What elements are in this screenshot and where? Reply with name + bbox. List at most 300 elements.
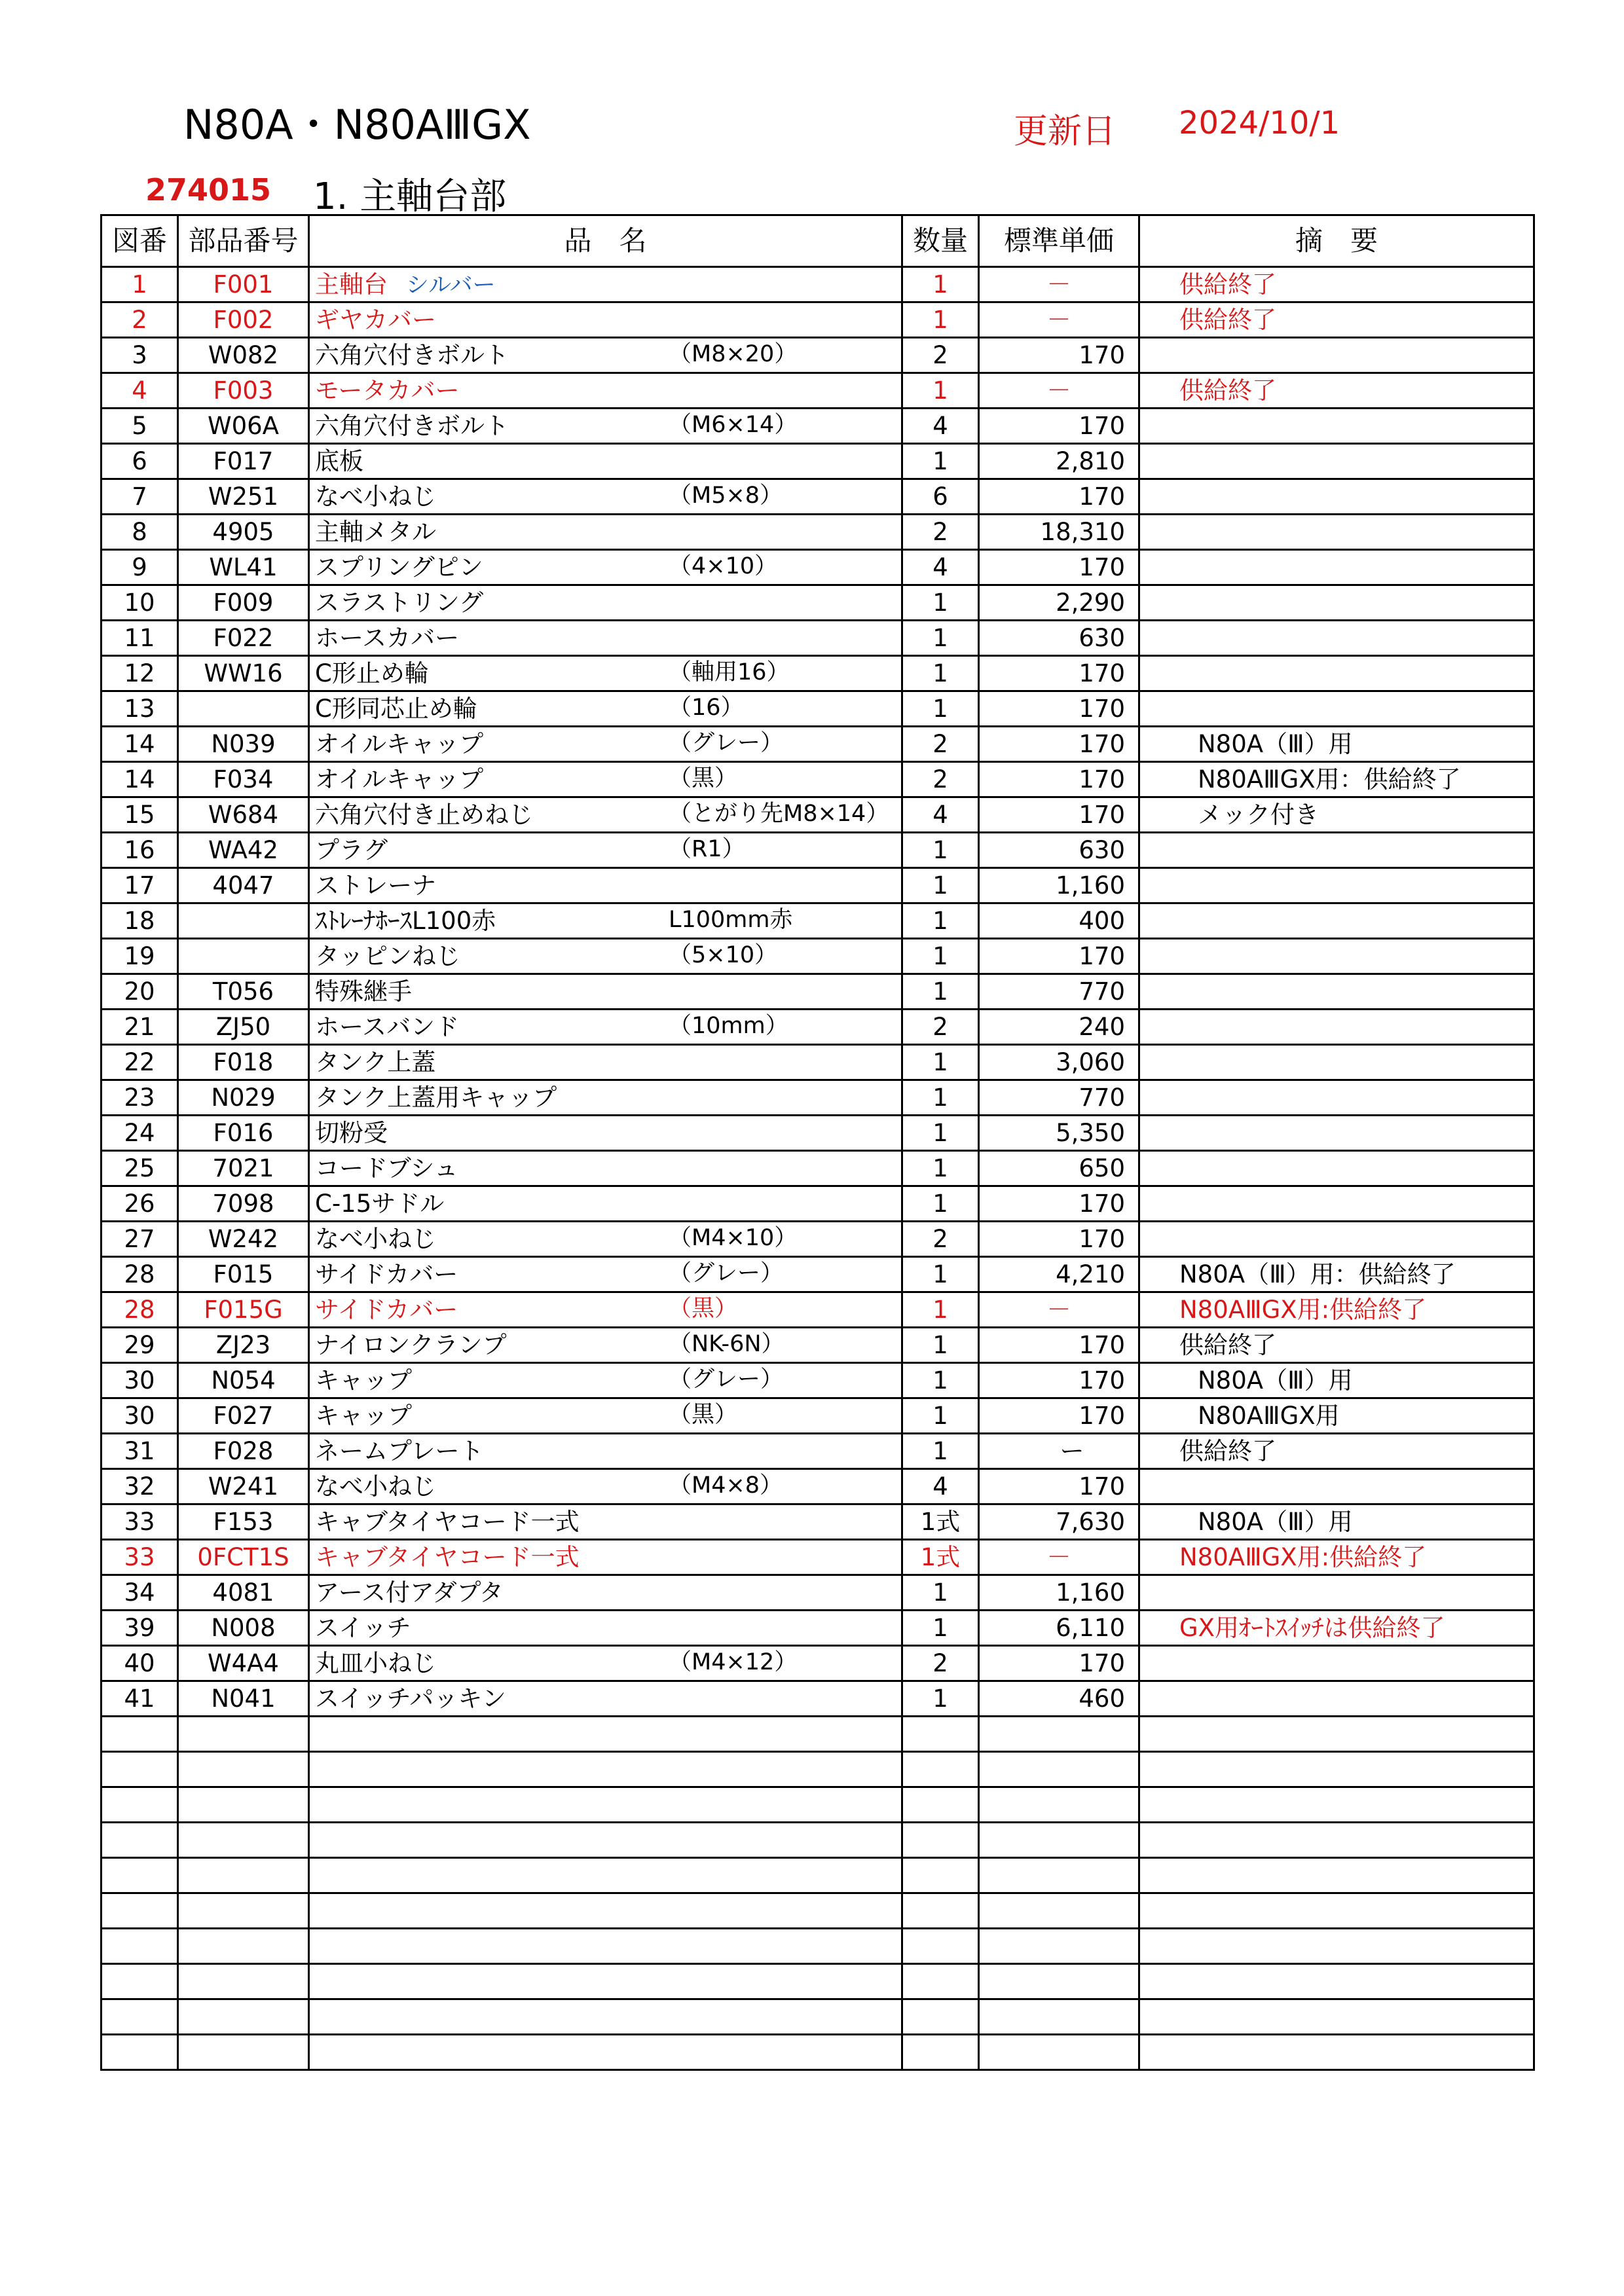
part-name-cell: [309, 585, 902, 621]
quantity-cell: 1: [902, 1257, 979, 1292]
part-name: C-15サドル: [315, 1190, 445, 1218]
part-name-cell: [309, 1398, 902, 1434]
part-no-cell: N008: [178, 1611, 309, 1646]
quantity-cell: 2: [902, 1010, 979, 1045]
price-cell: 6,110: [979, 1611, 1139, 1646]
note-cell: [1139, 1186, 1534, 1222]
table-header-row: [101, 215, 1534, 267]
figure-no-cell: 14: [101, 762, 178, 797]
quantity-cell: 1: [902, 1328, 979, 1363]
table-row: [101, 727, 1534, 762]
note-cell: [1139, 1575, 1534, 1611]
part-no-cell: F028: [178, 1434, 309, 1469]
quantity-cell: 1: [902, 1681, 979, 1717]
figure-no-cell: 20: [101, 974, 178, 1010]
figure-no-cell: 2: [101, 302, 178, 338]
quantity-cell: 1: [902, 1434, 979, 1469]
part-no-cell: N039: [178, 727, 309, 762]
note-text: N80AⅢGX用:供給終了: [1179, 1543, 1427, 1571]
empty-cell: [1139, 1893, 1534, 1929]
note-cell: [1139, 762, 1534, 797]
price-cell: 630: [979, 833, 1139, 868]
note-text: N80A（Ⅲ）用: [1198, 1366, 1353, 1394]
price-cell: －: [979, 267, 1139, 302]
quantity-cell: 4: [902, 1469, 979, 1504]
empty-table-row: [101, 1999, 1534, 2035]
empty-cell: [902, 2035, 979, 2070]
quantity-cell: 4: [902, 550, 979, 585]
note-cell: [1139, 373, 1534, 409]
figure-no-cell: 28: [101, 1292, 178, 1328]
empty-cell: [1139, 1964, 1534, 1999]
part-name-cell: [309, 939, 902, 974]
figure-no-cell: 33: [101, 1504, 178, 1540]
part-no-cell: W082: [178, 338, 309, 373]
part-name-cell: [309, 1611, 902, 1646]
part-name: オイルキャップ: [315, 765, 484, 793]
table-row: [101, 1540, 1534, 1575]
note-cell: [1139, 833, 1534, 868]
part-name-cell: [309, 550, 902, 585]
part-name: タンク上蓋用キャップ: [315, 1084, 557, 1112]
price-cell: 170: [979, 1469, 1139, 1504]
table-row: [101, 1363, 1534, 1398]
part-name: プラグ: [315, 836, 388, 864]
note-cell: [1139, 1328, 1534, 1363]
empty-cell: [309, 1823, 902, 1858]
table-row: [101, 1292, 1534, 1328]
part-no-cell: WL41: [178, 550, 309, 585]
price-cell: 460: [979, 1681, 1139, 1717]
part-no-cell: W241: [178, 1469, 309, 1504]
part-no-cell: F034: [178, 762, 309, 797]
note-text: 供給終了: [1179, 1331, 1276, 1359]
note-cell: [1139, 585, 1534, 621]
empty-cell: [309, 1858, 902, 1893]
empty-cell: [1139, 1823, 1534, 1858]
quantity-cell: 1: [902, 621, 979, 656]
part-no-cell: ZJ50: [178, 1010, 309, 1045]
part-name-cell: [309, 1469, 902, 1504]
part-no-cell: 7021: [178, 1151, 309, 1186]
part-spec: （黒）: [669, 765, 738, 792]
part-name: ネームプレート: [315, 1437, 484, 1465]
price-cell: 170: [979, 656, 1139, 691]
price-cell: 170: [979, 1646, 1139, 1681]
part-no-cell: F153: [178, 1504, 309, 1540]
part-name: キャップ: [315, 1366, 412, 1394]
empty-cell: [101, 1787, 178, 1823]
part-name-cell: [309, 1681, 902, 1717]
note-cell: [1139, 1434, 1534, 1469]
part-name: なべ小ねじ: [315, 1225, 436, 1253]
price-cell: 170: [979, 1328, 1139, 1363]
table-row: [101, 797, 1534, 833]
empty-cell: [979, 1893, 1139, 1929]
table-row: [101, 691, 1534, 727]
table-row: [101, 267, 1534, 302]
quantity-cell: 6: [902, 479, 979, 515]
part-name: キャブタイヤコード一式: [315, 1508, 580, 1536]
part-name: C形止め輪: [315, 659, 429, 687]
price-cell: 630: [979, 621, 1139, 656]
table-row: [101, 409, 1534, 444]
note-cell: [1139, 621, 1534, 656]
quantity-cell: 2: [902, 1646, 979, 1681]
empty-cell: [101, 1929, 178, 1964]
empty-cell: [902, 1929, 979, 1964]
empty-cell: [101, 1893, 178, 1929]
part-name-cell: [309, 1257, 902, 1292]
table-row: [101, 1045, 1534, 1080]
quantity-cell: 1: [902, 833, 979, 868]
part-name-cell: [309, 373, 902, 409]
note-cell: [1139, 939, 1534, 974]
price-cell: 770: [979, 974, 1139, 1010]
part-name: オイルキャップ: [315, 730, 484, 758]
part-no-cell: N029: [178, 1080, 309, 1116]
empty-cell: [178, 1964, 309, 1999]
figure-no-cell: 39: [101, 1611, 178, 1646]
note-cell: [1139, 267, 1534, 302]
part-spec: （M4×8）: [669, 1472, 783, 1499]
note-cell: [1139, 1116, 1534, 1151]
part-name-cell: [309, 974, 902, 1010]
empty-cell: [178, 1752, 309, 1787]
part-spec: （M5×8）: [669, 483, 783, 509]
figure-no-cell: 4: [101, 373, 178, 409]
figure-no-cell: 25: [101, 1151, 178, 1186]
note-cell: [1139, 1292, 1534, 1328]
part-name: なべ小ねじ: [315, 1472, 436, 1501]
empty-table-row: [101, 1787, 1534, 1823]
empty-cell: [309, 2035, 902, 2070]
part-name: ホースバンド: [315, 1013, 460, 1041]
empty-cell: [309, 1752, 902, 1787]
table-row: [101, 550, 1534, 585]
figure-no-cell: 18: [101, 903, 178, 939]
quantity-cell: 1: [902, 302, 979, 338]
note-cell: [1139, 1681, 1534, 1717]
price-cell: 170: [979, 691, 1139, 727]
part-name: キャブタイヤコード一式: [315, 1543, 580, 1571]
quantity-cell: 1: [902, 1080, 979, 1116]
price-cell: －: [979, 1540, 1139, 1575]
table-row: [101, 1080, 1534, 1116]
empty-cell: [979, 1717, 1139, 1752]
part-name-cell: [309, 762, 902, 797]
table-row: [101, 373, 1534, 409]
part-name: サイドカバー: [315, 1296, 458, 1324]
figure-no-cell: 5: [101, 409, 178, 444]
figure-no-cell: 10: [101, 585, 178, 621]
col-header-part-no: 部品番号: [178, 215, 309, 267]
empty-cell: [101, 1717, 178, 1752]
part-name: 底板: [315, 447, 363, 475]
price-cell: 240: [979, 1010, 1139, 1045]
part-name-cell: [309, 1504, 902, 1540]
price-cell: 170: [979, 1363, 1139, 1398]
note-cell: [1139, 903, 1534, 939]
part-no-cell: [178, 939, 309, 974]
figure-no-cell: 24: [101, 1116, 178, 1151]
part-spec: （グレー）: [669, 1366, 784, 1393]
part-name-cell: [309, 1010, 902, 1045]
quantity-cell: 2: [902, 727, 979, 762]
empty-cell: [101, 1823, 178, 1858]
part-no-cell: F018: [178, 1045, 309, 1080]
section-title: 1. 主軸台部: [313, 175, 507, 218]
note-cell: [1139, 1045, 1534, 1080]
part-name-cell: [309, 1328, 902, 1363]
figure-no-cell: 28: [101, 1257, 178, 1292]
empty-cell: [178, 1717, 309, 1752]
update-label: 更新日: [1014, 112, 1116, 151]
figure-no-cell: 30: [101, 1363, 178, 1398]
part-spec: （M4×12）: [669, 1649, 798, 1675]
note-text: N80AⅢGX用:供給終了: [1179, 1296, 1427, 1324]
table-row: [101, 585, 1534, 621]
part-name-cell: [309, 409, 902, 444]
price-cell: 170: [979, 1222, 1139, 1257]
empty-cell: [1139, 2035, 1534, 2070]
quantity-cell: 1: [902, 656, 979, 691]
quantity-cell: 1: [902, 373, 979, 409]
part-name: スイッチパッキン: [315, 1685, 506, 1713]
price-cell: 1,160: [979, 868, 1139, 903]
part-name-cell: [309, 1434, 902, 1469]
note-cell: [1139, 727, 1534, 762]
part-spec: （M6×14）: [669, 412, 798, 438]
price-cell: 7,630: [979, 1504, 1139, 1540]
part-no-cell: F015: [178, 1257, 309, 1292]
part-spec: L100mm赤: [669, 907, 793, 933]
note-cell: [1139, 550, 1534, 585]
table-row: [101, 1611, 1534, 1646]
part-name: サイドカバー: [315, 1260, 458, 1288]
note-cell: [1139, 1611, 1534, 1646]
price-cell: 400: [979, 903, 1139, 939]
part-name-cell: [309, 1646, 902, 1681]
parts-table-body: [101, 267, 1534, 2070]
part-name-cell: [309, 1292, 902, 1328]
part-no-cell: F002: [178, 302, 309, 338]
quantity-cell: 2: [902, 338, 979, 373]
price-cell: 770: [979, 1080, 1139, 1116]
table-row: [101, 762, 1534, 797]
quantity-cell: 1: [902, 974, 979, 1010]
part-name-cell: [309, 797, 902, 833]
empty-cell: [1139, 1929, 1534, 1964]
catalog-code: 274015: [145, 172, 272, 208]
part-spec: （グレー）: [669, 730, 784, 756]
quantity-cell: 1式: [902, 1540, 979, 1575]
part-name-cell: [309, 1116, 902, 1151]
part-name-cell: [309, 1575, 902, 1611]
quantity-cell: 1: [902, 1363, 979, 1398]
col-header-name: 品 名: [309, 215, 902, 267]
part-no-cell: WW16: [178, 656, 309, 691]
table-row: [101, 974, 1534, 1010]
note-cell: [1139, 1540, 1534, 1575]
part-name: 主軸メタル: [315, 518, 436, 546]
part-no-cell: N054: [178, 1363, 309, 1398]
price-cell: 5,350: [979, 1116, 1139, 1151]
empty-cell: [309, 1964, 902, 1999]
part-no-cell: F017: [178, 444, 309, 479]
empty-cell: [101, 1999, 178, 2035]
part-name: タッピンねじ: [315, 942, 460, 970]
part-spec: （黒）: [669, 1296, 738, 1322]
price-cell: 170: [979, 479, 1139, 515]
table-row: [101, 1681, 1534, 1717]
quantity-cell: 1: [902, 939, 979, 974]
note-text: N80AⅢGX用: [1198, 1402, 1340, 1430]
part-name-cell: [309, 444, 902, 479]
figure-no-cell: 17: [101, 868, 178, 903]
part-no-cell: F009: [178, 585, 309, 621]
note-text: 供給終了: [1179, 1437, 1276, 1465]
part-name: 六角穴付きボルト: [315, 341, 509, 369]
price-cell: 170: [979, 1398, 1139, 1434]
quantity-cell: 1: [902, 1292, 979, 1328]
figure-no-cell: 23: [101, 1080, 178, 1116]
part-name-cell: [309, 1151, 902, 1186]
figure-no-cell: 7: [101, 479, 178, 515]
empty-cell: [309, 1929, 902, 1964]
part-name-cell: [309, 515, 902, 550]
note-cell: [1139, 1398, 1534, 1434]
price-cell: －: [979, 373, 1139, 409]
empty-cell: [178, 1893, 309, 1929]
price-cell: ー: [979, 1434, 1139, 1469]
quantity-cell: 1: [902, 1575, 979, 1611]
empty-cell: [101, 1964, 178, 1999]
empty-cell: [178, 2035, 309, 2070]
quantity-cell: 1: [902, 1151, 979, 1186]
table-row: [101, 338, 1534, 373]
note-cell: [1139, 1363, 1534, 1398]
quantity-cell: 1: [902, 1045, 979, 1080]
figure-no-cell: 15: [101, 797, 178, 833]
empty-cell: [979, 1787, 1139, 1823]
note-cell: [1139, 1222, 1534, 1257]
part-name-cell: [309, 1363, 902, 1398]
empty-cell: [979, 1929, 1139, 1964]
table-row: [101, 1504, 1534, 1540]
part-no-cell: 0FCT1S: [178, 1540, 309, 1575]
empty-cell: [902, 1717, 979, 1752]
note-text: N80AⅢGX用：供給終了: [1198, 765, 1461, 793]
part-name: ストレーナ: [315, 871, 436, 900]
note-cell: [1139, 1080, 1534, 1116]
empty-table-row: [101, 1964, 1534, 1999]
part-name: なべ小ねじ: [315, 483, 436, 511]
part-name: 丸皿小ねじ: [315, 1649, 436, 1677]
empty-cell: [1139, 1717, 1534, 1752]
table-row: [101, 302, 1534, 338]
part-spec: （4×10）: [669, 553, 778, 579]
part-no-cell: [178, 903, 309, 939]
empty-cell: [902, 1823, 979, 1858]
table-row: [101, 1469, 1534, 1504]
empty-cell: [979, 1964, 1139, 1999]
figure-no-cell: 22: [101, 1045, 178, 1080]
figure-no-cell: 30: [101, 1398, 178, 1434]
part-name-cell: [309, 1045, 902, 1080]
part-no-cell: 4047: [178, 868, 309, 903]
note-cell: [1139, 797, 1534, 833]
empty-cell: [979, 2035, 1139, 2070]
note-text: 供給終了: [1179, 376, 1276, 405]
empty-cell: [178, 1858, 309, 1893]
empty-table-row: [101, 1752, 1534, 1787]
empty-cell: [309, 1717, 902, 1752]
part-name-cell: [309, 1540, 902, 1575]
part-name: ギヤカバー: [315, 306, 436, 334]
empty-cell: [309, 1893, 902, 1929]
empty-cell: [1139, 1752, 1534, 1787]
part-name-cell: [309, 903, 902, 939]
price-cell: 170: [979, 797, 1139, 833]
price-cell: －: [979, 1292, 1139, 1328]
part-no-cell: F016: [178, 1116, 309, 1151]
figure-no-cell: 31: [101, 1434, 178, 1469]
part-no-cell: 4081: [178, 1575, 309, 1611]
table-row: [101, 1186, 1534, 1222]
figure-no-cell: 11: [101, 621, 178, 656]
quantity-cell: 1: [902, 444, 979, 479]
empty-cell: [902, 1964, 979, 1999]
empty-cell: [902, 1893, 979, 1929]
part-no-cell: F015G: [178, 1292, 309, 1328]
empty-cell: [309, 1787, 902, 1823]
update-date: 2024/10/1: [1179, 105, 1340, 141]
table-row: [101, 939, 1534, 974]
part-name-cell: [309, 656, 902, 691]
part-spec: （16）: [669, 695, 744, 721]
col-header-price: 標準単価: [979, 215, 1139, 267]
part-name: コードブシュ: [315, 1154, 458, 1182]
part-name-cell: [309, 1080, 902, 1116]
note-cell: [1139, 868, 1534, 903]
note-cell: [1139, 515, 1534, 550]
empty-cell: [101, 1858, 178, 1893]
part-no-cell: W684: [178, 797, 309, 833]
part-name: 六角穴付きボルト: [315, 412, 509, 440]
part-no-cell: W06A: [178, 409, 309, 444]
empty-table-row: [101, 1858, 1534, 1893]
figure-no-cell: 16: [101, 833, 178, 868]
table-row: [101, 1328, 1534, 1363]
part-name-cell: [309, 727, 902, 762]
figure-no-cell: 40: [101, 1646, 178, 1681]
empty-cell: [902, 1752, 979, 1787]
note-cell: [1139, 974, 1534, 1010]
part-name-cell: [309, 267, 902, 302]
part-name: キャップ: [315, 1402, 412, 1430]
part-spec: （M8×20）: [669, 341, 798, 367]
note-cell: [1139, 1646, 1534, 1681]
part-spec: （軸用16）: [669, 659, 790, 685]
note-cell: [1139, 1151, 1534, 1186]
note-cell: [1139, 479, 1534, 515]
empty-table-row: [101, 1823, 1534, 1858]
part-no-cell: 7098: [178, 1186, 309, 1222]
table-row: [101, 833, 1534, 868]
empty-cell: [178, 1823, 309, 1858]
part-no-cell: T056: [178, 974, 309, 1010]
